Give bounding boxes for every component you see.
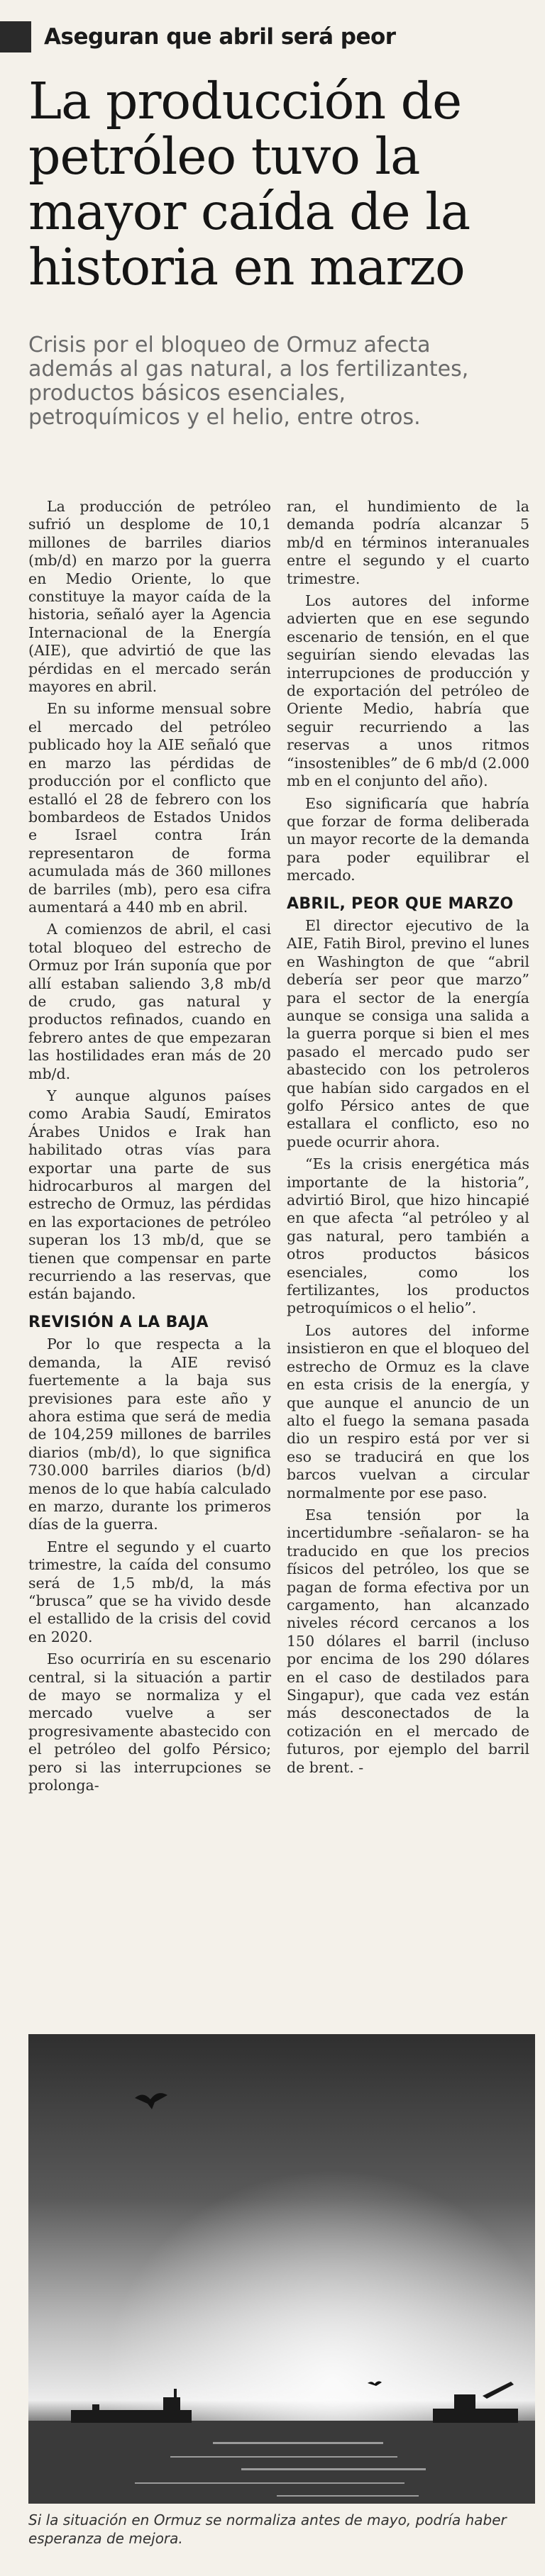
paragraph: “Es la crisis energética más importante de la historia”, advirtió Birol, que hizo hincapié en que afecta “al petróleo y al gas natural, pero también a otros productos básicos esenciales, como los fertilizantes, los productos petroquímicos o el helio”. — [287, 1155, 529, 1317]
photo-caption: Si la situación en Ormuz se normaliza antes de mayo, podría haber esperanza de mejora. — [28, 2511, 507, 2547]
deck-line: además al gas natural, a los fertilizantes, — [28, 357, 469, 382]
headline-line: La producción de — [28, 72, 462, 131]
paragraph: Esa tensión por la incertidumbre -señalaron- se ha traducido en que los precios físicos del petróleo, los que se pagan de forma efectiva por un cargamento, han alcanzado niveles récord cercanos a los 150 dólares el barril (incluso por encima de los 290 dólares en el caso de destilados para Singapur), que cada vez están más desconectados de la cotización en el mercado de futuros, por ejemplo del barril de brent. - — [287, 1506, 529, 1776]
kicker-marker — [0, 21, 31, 52]
kicker: Aseguran que abril será peor — [44, 24, 396, 50]
headline — [28, 74, 525, 295]
headline-line: petróleo tuvo la — [28, 127, 420, 186]
deck-line: productos básicos esenciales, — [28, 381, 346, 406]
paragraph: Eso significaría que habría que forzar de forma deliberada un mayor recorte de la demanda para poder equilibrar el mercado. — [287, 794, 529, 884]
paragraph: La producción de petróleo sufrió un desplome de 10,1 millones de barriles diarios (mb/d) en marzo por la guerra en Medio Oriente, lo que constituye la mayor caída de la historia, señaló ayer la Agencia Internacional de la Energía (AIE), que advirtió de que las pérdidas en el mercado serán mayores en abril. — [28, 498, 271, 696]
paragraph: El director ejecutivo de la AIE, Fatih Birol, previno el lunes en Washington de que “abril debería ser peor que marzo” para el sector de la energía aunque se consiga una salida a la guerra porque si bien el mes pasado el mercado pudo ser abastecido con los petroleros que habían sido cargados en el golfo Pérsico antes de que estallara el conflicto, eso no puede ocurrir ahora. — [287, 916, 529, 1150]
headline-line: historia en marzo — [28, 238, 465, 296]
article-column-left — [28, 498, 271, 1799]
deck-subtitle — [28, 333, 525, 430]
deck-line: Crisis por el bloqueo de Ormuz afecta — [28, 333, 431, 357]
paragraph: Los autores del informe insistieron en que el bloqueo del estrecho de Ormuz es la clave en esta crisis de la energía, y que aunque el anuncio de un alto el fuego la semana pasada dio un respiro está por ver si eso se traducirá en que los barcos vuelvan a circular normalmente por ese paso. — [287, 1321, 529, 1501]
photo-strait-of-hormuz — [28, 2034, 535, 2504]
paragraph: Entre el segundo y el cuarto trimestre, la caída del consumo será de 1,5 mb/d, la más “brusca” que se ha vivido desde el estallido de la crisis del covid en 2020. — [28, 1538, 271, 1645]
paragraph: Eso ocurriría en su escenario central, si la situación a partir de mayo se normaliza y el mercado vuelve a ser progresivamente abastecido con el petróleo del golfo Pérsico; pero si las interrupciones se prolonga- — [28, 1650, 271, 1794]
paragraph: En su informe mensual sobre el mercado del petróleo publicado hoy la AIE señaló que en marzo las pérdidas de producción por el conflicto que estalló el 28 de febrero con los bombardeos de Estados Unidos e Israel contra Irán representaron de forma acumulada más de 360 millones de barriles (mb), pero esa cifra aumentará a 440 mb en abril. — [28, 700, 271, 916]
sea — [28, 2421, 535, 2504]
headline-line: mayor caída de la — [28, 182, 470, 241]
paragraph: Por lo que respecta a la demanda, la AIE revisó fuertemente a la baja sus previsiones para este año y ahora estima que será de media de 104,259 millones de barriles diarios (mb/d), lo que significa 730.000 barriles diarios (b/d) menos de lo que había calculado en marzo, durante los primeros días de la guerra. — [28, 1336, 271, 1533]
article-column-right — [287, 498, 529, 1781]
section-heading: ABRIL, PEOR QUE MARZO — [287, 894, 514, 913]
paragraph: ran, el hundimiento de la demanda podría alcanzar 5 mb/d en términos interanuales entre el segundo y el cuarto trimestre. — [287, 498, 529, 587]
paragraph: A comienzos de abril, el casi total bloqueo del estrecho de Ormuz por Irán suponía que por allí estaban saliendo 3,8 mb/d de crudo, gas natural y productos refinados, cuando en febrero antes de que empezaran las hostilidades eran más de 20 mb/d. — [28, 921, 271, 1082]
deck-line: petroquímicos y el helio, entre otros. — [28, 405, 421, 430]
section-heading: REVISIÓN A LA BAJA — [28, 1313, 209, 1331]
paragraph: Los autores del informe advierten que en ese segundo escenario de tensión, en el que seguirían siendo elevadas las interrupciones de producción y de exportación del petróleo de Oriente Medio, habría que seguir recurriendo a las reservas a unos ritmos “insostenibles” de 6 mb/d (2.000 mb en el conjunto del año). — [287, 592, 529, 790]
paragraph: Y aunque algunos países como Arabia Saudí, Emiratos Árabes Unidos e Irak han habilitado otras vías para exportar una parte de sus hidrocarburos al margen del estrecho de Ormuz, las pérdidas en las exportaciones de petróleo superan los 13 mb/d, que se tienen que compensar en parte recurriendo a las reservas, que están bajando. — [28, 1087, 271, 1303]
